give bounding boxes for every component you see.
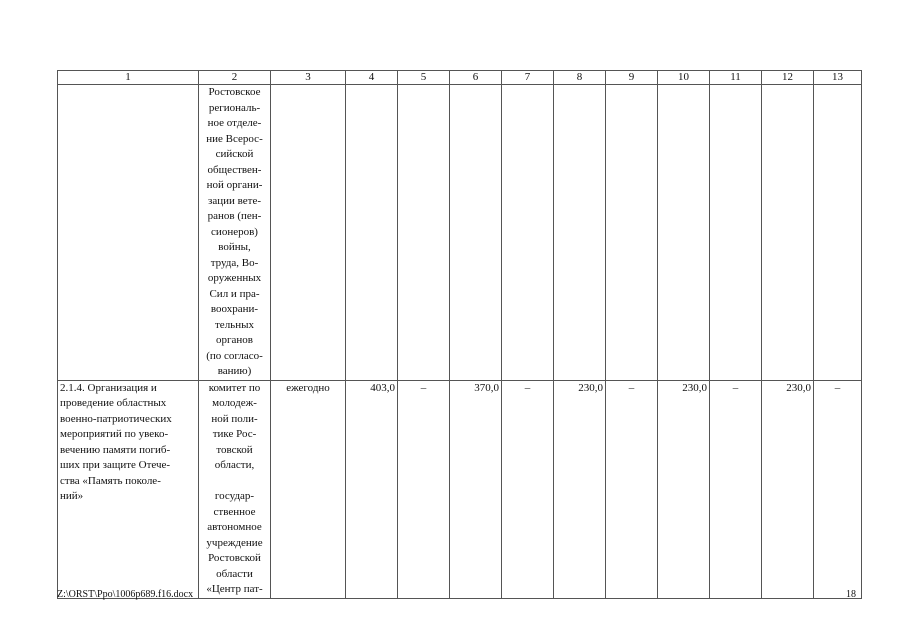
executor-cell: Ростовское региональ- ное отделе- ние Всерос- сийской обществен- ной органи- зации вете- ранов (пен- сионеров) войны, труда, Во- оруженных Сил и пра- воохрани- тельных органов (по согласо- ванию): [199, 85, 271, 381]
table-cell: [502, 85, 554, 381]
column-header: 6: [450, 71, 502, 85]
table-row: [58, 380, 862, 598]
table-cell: [271, 85, 346, 381]
column-header: 11: [710, 71, 762, 85]
table-cell: [762, 85, 814, 381]
value-cell: 230,0: [658, 380, 710, 598]
column-header: 10: [658, 71, 710, 85]
value-cell: 370,0: [450, 380, 502, 598]
column-header: 7: [502, 71, 554, 85]
table-cell: [554, 85, 606, 381]
column-header: 2: [199, 71, 271, 85]
value-cell: 403,0: [346, 380, 398, 598]
value-cell: –: [398, 380, 450, 598]
table-cell: [58, 85, 199, 381]
file-path: Z:\ORST\Ppo\1006p689.f16.docx: [57, 589, 194, 600]
executor-cell: комитет по молодеж- ной поли- тике Рос- товской области, государ- ственное автономное учреждение Ростовской области «Центр пат-: [199, 380, 271, 598]
table-cell: [450, 85, 502, 381]
table-cell: [398, 85, 450, 381]
table-cell: [606, 85, 658, 381]
value-cell: –: [710, 380, 762, 598]
column-number-row: [58, 71, 862, 85]
table-cell: [346, 85, 398, 381]
column-header: 9: [606, 71, 658, 85]
program-table: [57, 70, 862, 599]
column-header: 3: [271, 71, 346, 85]
value-cell: –: [502, 380, 554, 598]
column-header: 13: [814, 71, 862, 85]
activity-cell: 2.1.4. Организация и проведение областных военно-патриотических мероприятий по увеко- вечению памяти погиб- ших при защите Отече- ства «Память поколе- ний»: [58, 380, 199, 598]
period-cell: ежегодно: [271, 380, 346, 598]
column-header: 12: [762, 71, 814, 85]
column-header: 8: [554, 71, 606, 85]
column-header: 4: [346, 71, 398, 85]
column-header: 5: [398, 71, 450, 85]
table-cell: [710, 85, 762, 381]
value-cell: 230,0: [762, 380, 814, 598]
table-row: [58, 85, 862, 381]
page-number: 18: [846, 589, 856, 600]
value-cell: –: [606, 380, 658, 598]
table-cell: [658, 85, 710, 381]
value-cell: –: [814, 380, 862, 598]
value-cell: 230,0: [554, 380, 606, 598]
table-cell: [814, 85, 862, 381]
column-header: 1: [58, 71, 199, 85]
